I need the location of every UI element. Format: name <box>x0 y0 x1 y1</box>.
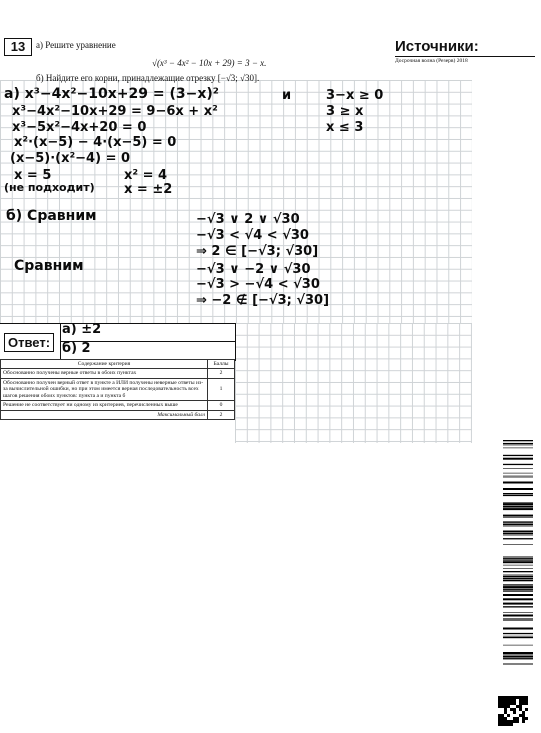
solution-a-line-4: x²·(x−5) − 4·(x−5) = 0 <box>14 135 177 150</box>
grid-area-lower <box>235 323 472 443</box>
task-part-a: а) Решите уравнение <box>36 40 116 50</box>
task-number: 13 <box>4 38 32 56</box>
compare-line-3: ⇒ 2 ∈ [−√3; √30] <box>196 244 319 259</box>
compare-line-6: ⇒ −2 ∉ [−√3; √30] <box>196 293 330 308</box>
condition-1: 3−x ≥ 0 <box>326 88 384 103</box>
criteria-max-points: 2 <box>208 410 235 419</box>
source-title: Источники: <box>395 38 479 55</box>
solution-a-line-1: а) x³−4x²−10x+29 = (3−x)² <box>4 86 219 102</box>
solution-a-line-5: (x−5)·(x²−4) = 0 <box>10 151 131 166</box>
table-row <box>1 378 235 400</box>
criteria-points: 2 <box>208 369 235 378</box>
condition-2: 3 ≥ x <box>326 104 364 119</box>
root-x5: x = 5 <box>14 168 52 183</box>
root-x5-note: (не подходит) <box>4 181 95 194</box>
solution-b-label-2: Сравним <box>14 258 84 274</box>
criteria-max-label: Максимальный балл <box>1 410 208 419</box>
solution-b-label: б) Сравним <box>6 208 97 224</box>
criteria-table <box>0 359 235 420</box>
criteria-points: 1 <box>208 378 235 400</box>
source-divider <box>395 56 535 57</box>
source-subtitle: Досрочная волна (Резерв) 2018 <box>395 58 468 64</box>
compare-line-2: −√3 < √4 < √30 <box>196 228 309 243</box>
answer-b: б) 2 <box>62 341 91 356</box>
task-equation: √(x³ − 4x² − 10x + 29) = 3 − x. <box>152 58 267 68</box>
criteria-points: 0 <box>208 401 235 410</box>
answer-a: а) ±2 <box>62 322 102 337</box>
criteria-header-content: Содержание критерия <box>1 360 208 369</box>
compare-line-1: −√3 ∨ 2 ∨ √30 <box>196 212 300 227</box>
table-row-max <box>1 410 235 419</box>
and-sign: и <box>282 88 292 103</box>
compare-line-5: −√3 > −√4 < √30 <box>196 277 320 292</box>
barcode-image <box>503 440 533 665</box>
qr-code-image <box>498 696 528 726</box>
criteria-header-row <box>1 360 235 369</box>
solution-a-line-3: x³−5x²−4x+20 = 0 <box>12 120 147 135</box>
root-x2: x² = 4 <box>124 168 168 183</box>
root-pm2: x = ±2 <box>124 182 173 197</box>
table-row <box>1 401 235 410</box>
table-row <box>1 369 235 378</box>
answer-label: Ответ: <box>4 333 54 352</box>
criteria-text: Решение не соответствует ни одному из критериев, перечисленных выше <box>1 401 208 410</box>
condition-3: x ≤ 3 <box>326 120 364 135</box>
criteria-text: Обоснованно получены верные ответы в обоих пунктах <box>1 369 208 378</box>
criteria-header-points: Баллы <box>208 360 235 369</box>
task-part-b: б) Найдите его корни, принадлежащие отрезку [−√3; √30]. <box>36 73 260 83</box>
compare-line-4: −√3 ∨ −2 ∨ √30 <box>196 262 311 277</box>
criteria-text: Обоснованно получен верный ответ в пункте а ИЛИ получены неверные ответы из-за вычислительной ошибки, но при этом имеется верная последовательность всех шагов решения обоих пунктов: пункта а и пункта б <box>1 378 208 400</box>
solution-a-line-2: x³−4x²−10x+29 = 9−6x + x² <box>12 104 218 119</box>
